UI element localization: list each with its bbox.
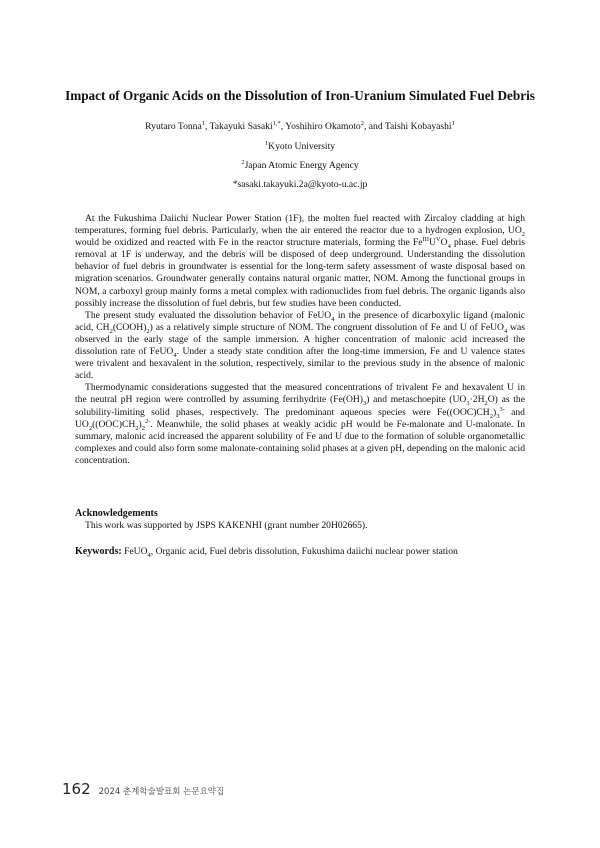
abstract-body	[75, 213, 525, 467]
body-paragraph-3: Thermodynamic considerations suggested that the measured concentrations of trivalent Fe and hexavalent U in the neutral pH region were controlled by assuming ferrihydrite $(Fe(OH)_3)$ and metaschoepite $(UO_3\cdot 2H_2O)$ as the solubility-limiting solid phases, respectively. The predominant aqueous species were $Fe((OOC)CH_2)_3^{3-}$ and $UO_2((OOC)CH_2)_2^{2-}$. Meanwhile, the solid phases at weakly acidic pH would be Fe-malonate and U-malonate. In summary, malonic acid increased the apparent solubility of Fe and U due to the formation of soluble organometallic complexes and could also form some malonate-containing solid phases at a given pH, depending on the malonic acid concentration.	[75, 382, 525, 466]
body-paragraph-2: The present study evaluated the dissolution behavior of FeUO$_4$ in the presence of dicarboxylic ligand (malonic acid, $CH_2(COOH)_2$) as a relatively simple structure of NOM. The congruent dissolution of Fe and U of FeUO$_4$ was observed in the early stage of the sample immersion. A higher concentration of malonic acid increased the dissolution rate of FeUO$_4$. Under a steady state condition after the long-time immersion, Fe and U valence states were trivalent and hexavalent in the solution, respectively, similar to the previous study in the absence of malonic acid.	[75, 309, 525, 382]
affiliation-1: $^1$Kyoto University	[264, 139, 336, 152]
acknowledgements-text: This work was supported by JSPS KAKENHI (grant number 20H02665).	[85, 520, 368, 531]
acknowledgements-heading: Acknowledgements	[75, 508, 158, 519]
author-name: Taishi Kobayashi	[384, 121, 452, 132]
keywords: Keywords: FeUO$_4$, Organic acid, Fuel debris dissolution, Fukushima daiichi nuclear power station	[75, 546, 458, 559]
author-list: Ryutaro Tonna$^1$, Takayuki Sasaki$^{1,*}$, Yoshihiro Okamoto$^2$, and Taishi Kobayashi$^1$	[145, 119, 455, 132]
author-name: Takayuki Sasaki	[209, 121, 273, 132]
author-name: Ryutaro Tonna	[145, 121, 202, 132]
affiliation-2: $^2$Japan Atomic Energy Agency	[241, 158, 359, 171]
page-number: 162	[62, 780, 91, 798]
proceedings-name: 2024 춘계학술발표회 논문요약집	[98, 787, 225, 797]
paper-title: Impact of Organic Acids on the Dissolution of Iron-Uranium Simulated Fuel Debris	[65, 88, 535, 103]
author-name: Yoshihiro Okamoto	[285, 121, 361, 132]
keywords-label: Keywords:	[75, 546, 122, 557]
body-paragraph-1: At the Fukushima Daiichi Nuclear Power Station (1F), the molten fuel reacted with Zircaloy cladding at high temperatures, forming fuel debris. Particularly, when the air entered the reactor due to a hydrogen explosion, $UO_2$ would be oxidized and reacted with Fe in the reactor structure materials, forming the $Fe^{III}U^VO_4$ phase. Fuel debris removal at 1F is underway, and the debris will be disposed of deep underground. Understanding the dissolution behavior of fuel debris in groundwater is essential for the long-term safety assessment of waste disposal based on migration scenarios. Groundwater generally contains natural organic matter, NOM. Among the functional groups in NOM, a carboxyl group mainly forms a metal complex with radionuclides from fuel debris. The organic ligands also possibly increase the dissolution of fuel debris, but few studies have been conducted.	[75, 213, 525, 309]
corresponding-email: *sasaki.takayuki.2a@kyoto-u.ac.jp	[232, 179, 368, 190]
page-footer	[62, 780, 224, 800]
